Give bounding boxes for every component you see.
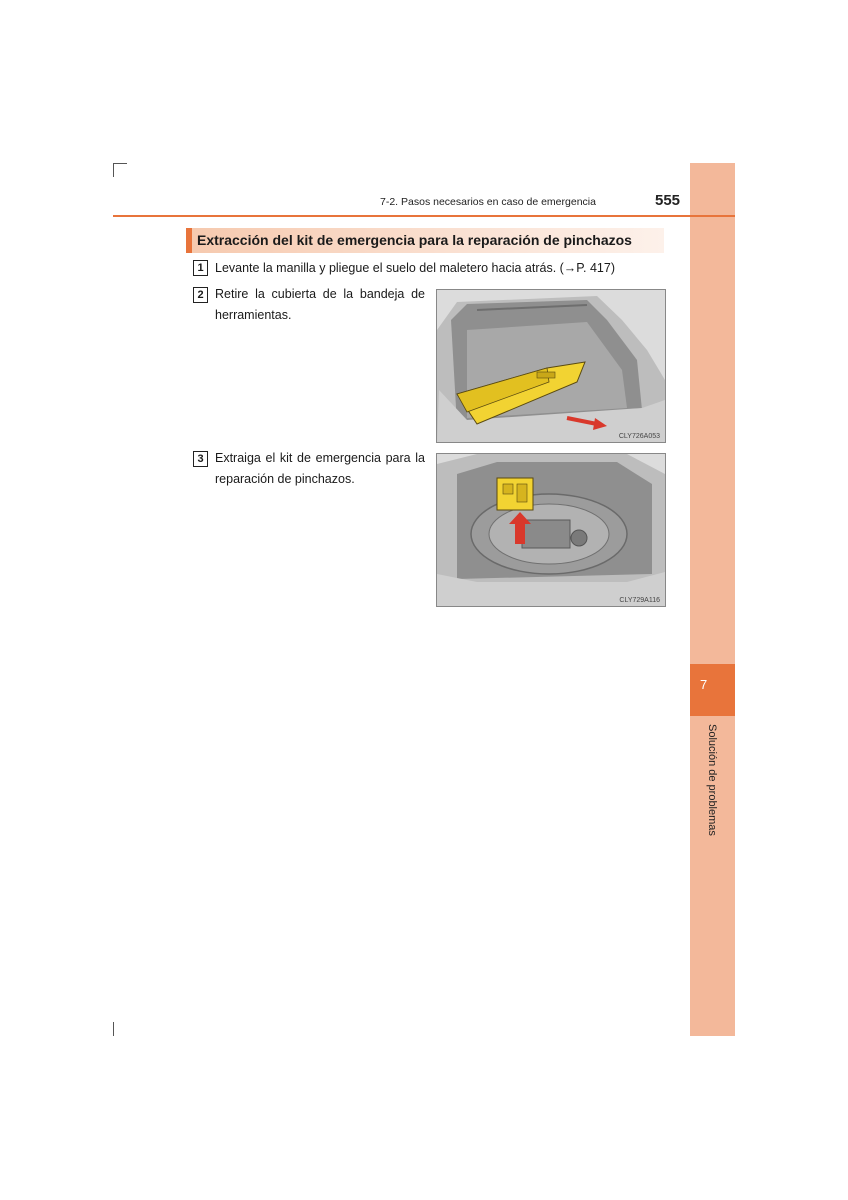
chapter-number-box	[690, 664, 735, 716]
figure-tool-tray	[436, 289, 666, 443]
chapter-side-tab	[690, 163, 735, 1036]
chapter-number: 7	[700, 677, 708, 692]
crop-mark-top-left-v	[113, 163, 114, 177]
trunk-tool-tray-illustration	[437, 290, 665, 442]
step-text-1: Levante la manilla y pliegue el suelo del maletero hacia atrás. (→P. 417)	[215, 261, 615, 275]
crop-mark-bottom-left-v	[113, 1022, 114, 1036]
step-number-1: 1	[193, 260, 208, 276]
step-number-3: 3	[193, 451, 208, 467]
crop-mark-top-left-h	[113, 163, 127, 164]
figure-code-2: CLY729A116	[619, 597, 660, 604]
figure-code-1: CLY726A053	[618, 433, 660, 440]
page-number: 555	[655, 192, 681, 209]
chapter-title: Solución de problemas	[706, 724, 718, 836]
trunk-emergency-kit-illustration	[437, 454, 665, 606]
step-number-2: 2	[193, 287, 208, 303]
figure-emergency-kit	[436, 453, 666, 607]
section-title-accent	[186, 228, 192, 253]
section-title: Extracción del kit de emergencia para la reparación de pinchazos	[197, 232, 632, 248]
step-text-3: Extraiga el kit de emergencia para la reparación de pinchazos.	[215, 451, 425, 486]
step-text-2: Retire la cubierta de la bandeja de herramientas.	[215, 287, 425, 322]
header-rule	[113, 215, 735, 217]
running-header: 7-2. Pasos necesarios en caso de emergencia	[380, 196, 596, 208]
